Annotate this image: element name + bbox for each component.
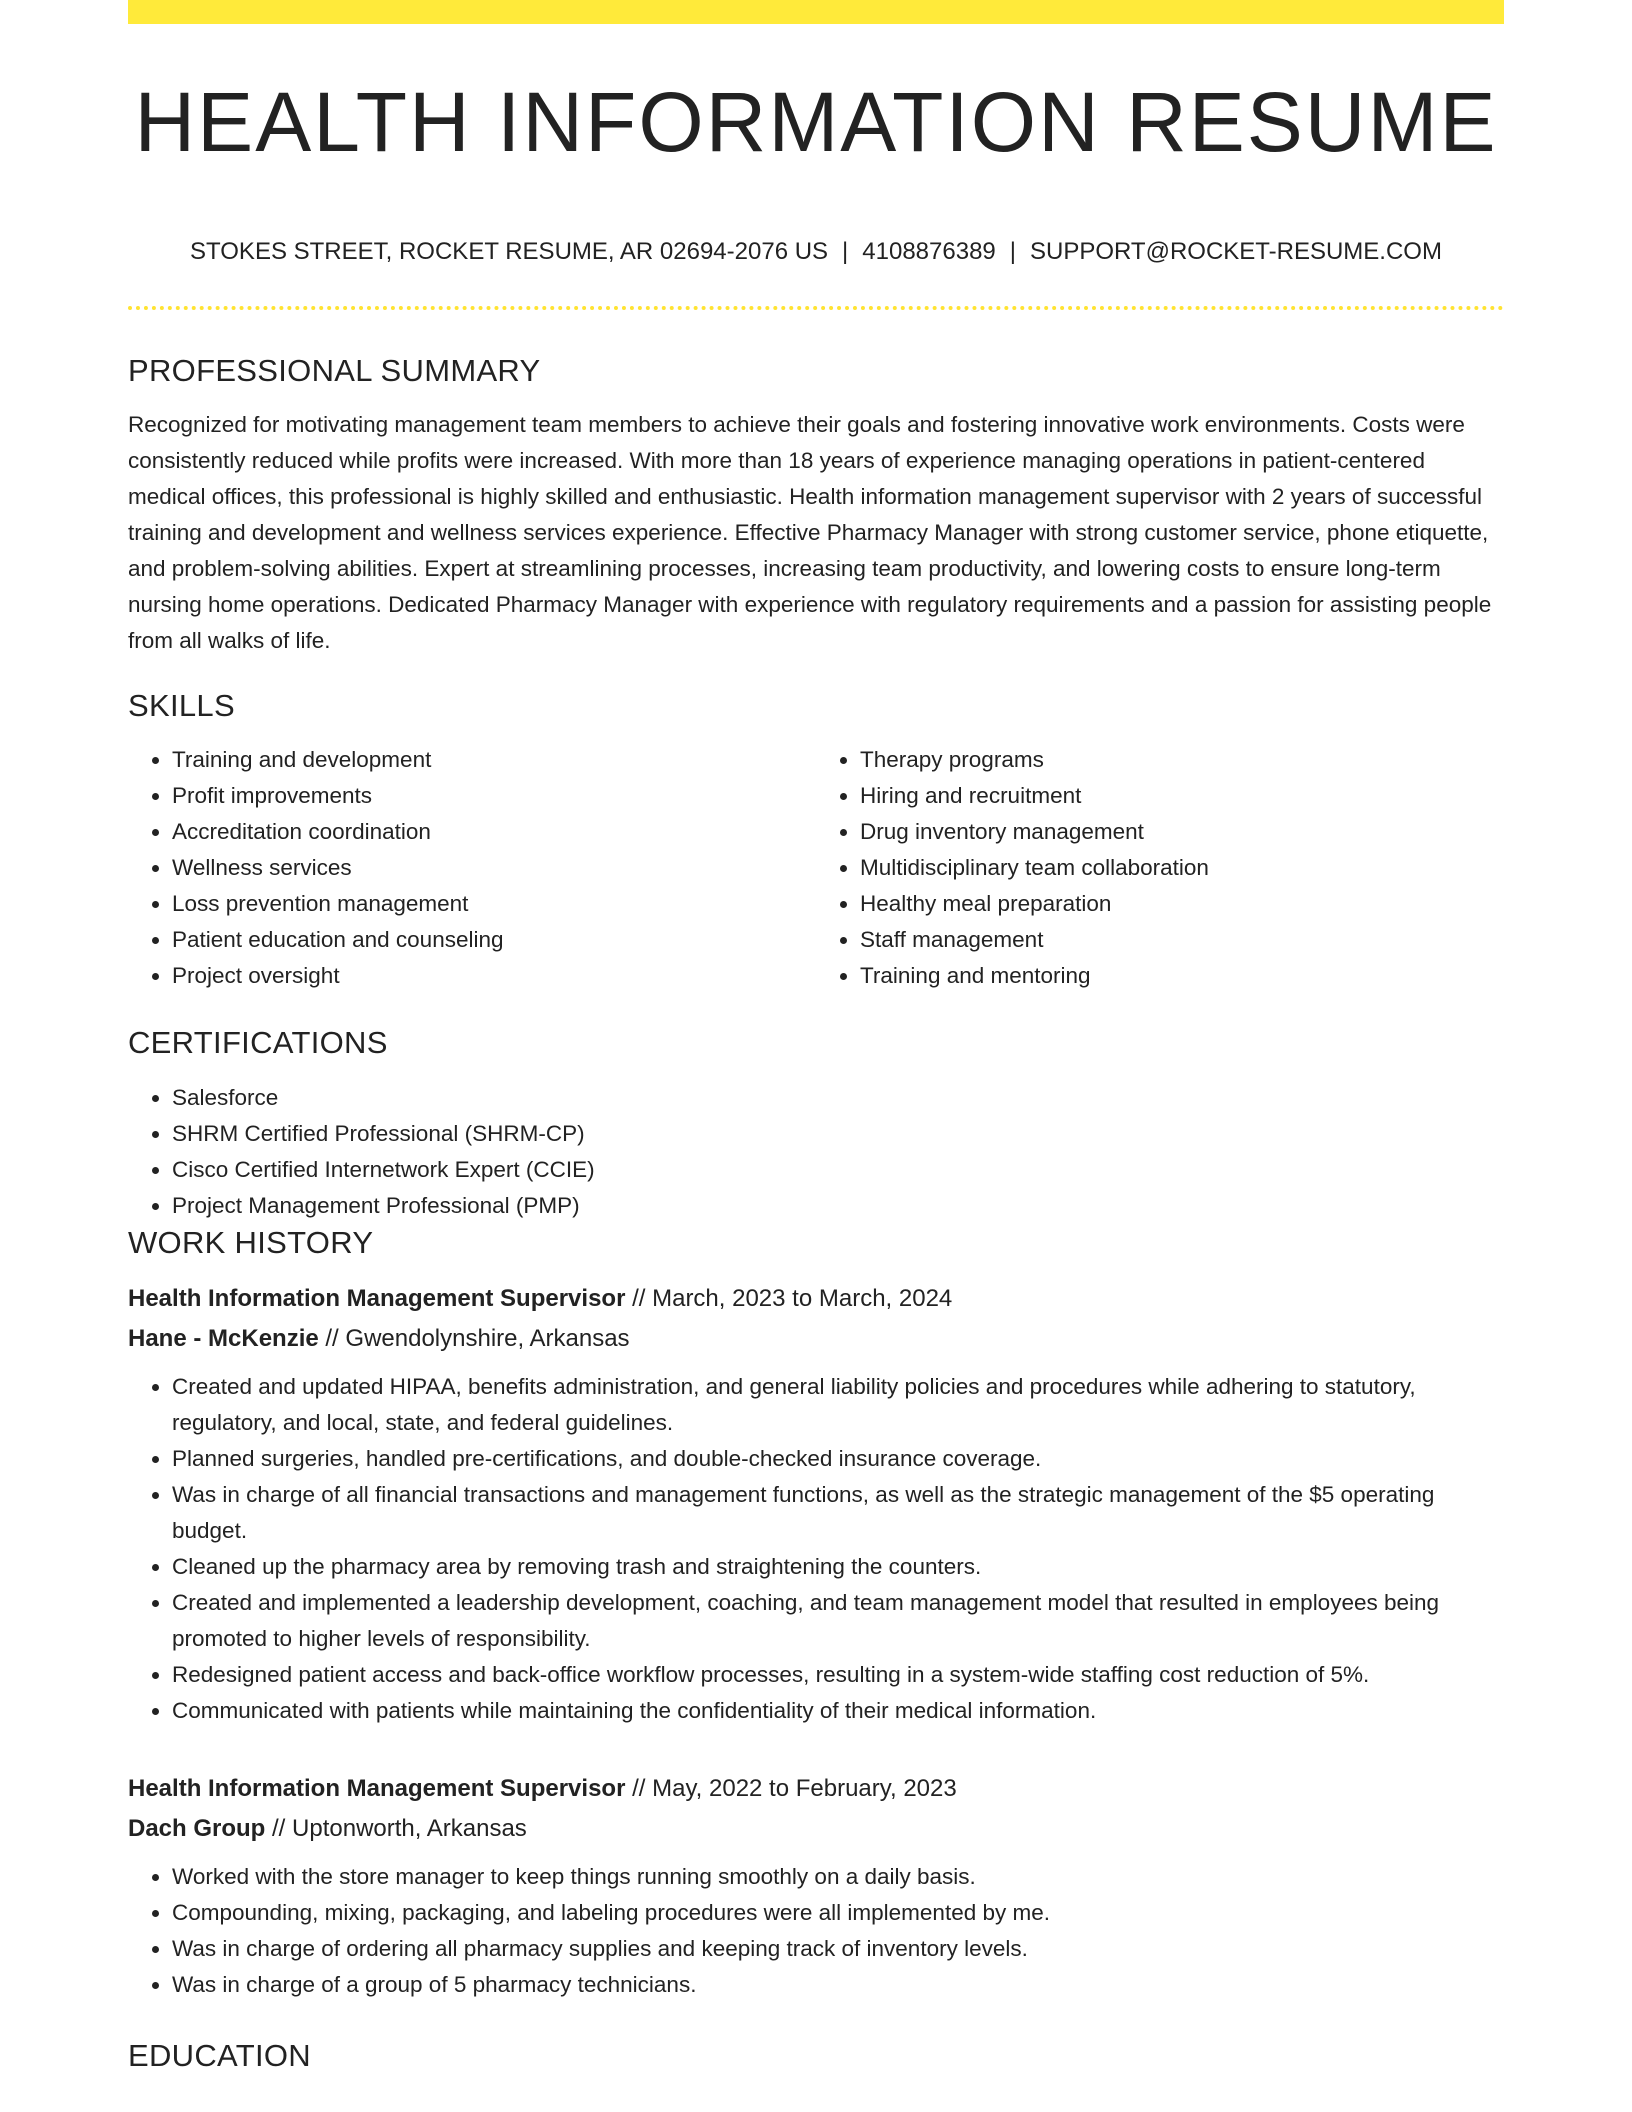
job-bullet: • Compounding, mixing, packaging, and labeling procedures were all implemented by me. — [172, 1895, 1504, 1931]
job-dates: // March, 2023 to March, 2024 — [632, 1284, 953, 1312]
skill-item: • Project oversight — [172, 958, 816, 994]
job-bullet: • Was in charge of a group of 5 pharmacy technicians. — [172, 1967, 1504, 2003]
job-bullet: • Worked with the store manager to keep things running smoothly on a daily basis. — [172, 1859, 1504, 1895]
job-company-line — [128, 1319, 1504, 1359]
job-bullet: • Cleaned up the pharmacy area by removing trash and straightening the counters. — [172, 1549, 1504, 1585]
job-bullets — [128, 1369, 1504, 1729]
contact-email: SUPPORT@ROCKET-RESUME.COM — [1030, 238, 1442, 265]
skill-item: • Loss prevention management — [172, 886, 816, 922]
job-bullets — [128, 1859, 1504, 2003]
job-location: // Gwendolynshire, Arkansas — [325, 1324, 630, 1352]
skill-item: • Training and development — [172, 742, 816, 778]
summary-text: Recognized for motivating management team members to achieve their goals and fostering innovative work environments. Costs were consistently reduced while profits were increased. With more than 18 years of experience managing operations in patient-centered medical offices, this professional is highly skilled and enthusiastic. Health information management supervisor with 2 years of successful training and development and wellness services experience. Effective Pharmacy Manager with strong customer service, phone etiquette, and problem-solving abilities. Expert at streamlining processes, increasing team productivity, and lowering costs to ensure long-term nursing home operations. Dedicated Pharmacy Manager with experience with regulatory requirements and a passion for assisting people from all walks of life. — [128, 412, 1492, 654]
skill-item: • Healthy meal preparation — [860, 886, 1504, 922]
job-title: Health Information Management Supervisor — [128, 1774, 626, 1802]
skill-item: • Hiring and recruitment — [860, 778, 1504, 814]
job-title-line — [128, 1279, 1504, 1319]
contact-separator: | — [842, 238, 849, 265]
contact-phone: 4108876389 — [862, 238, 996, 265]
job-bullet: • Was in charge of ordering all pharmacy supplies and keeping track of inventory levels. — [172, 1931, 1504, 1967]
skill-item: • Wellness services — [172, 850, 816, 886]
skill-item: • Drug inventory management — [860, 814, 1504, 850]
certification-item: • Project Management Professional (PMP) — [172, 1188, 1504, 1224]
skills-list-right — [816, 742, 1504, 994]
job-bullet: • Created and implemented a leadership development, coaching, and team management model that resulted in employees being promoted to higher levels of responsibility. — [172, 1585, 1504, 1657]
skill-item: • Training and mentoring — [860, 958, 1504, 994]
certification-item: • Cisco Certified Internetwork Expert (CCIE) — [172, 1152, 1504, 1188]
skill-item: • Therapy programs — [860, 742, 1504, 778]
work-history-heading: WORK HISTORY — [128, 1224, 374, 1260]
job-entry — [128, 1769, 1504, 2003]
resume-title: HEALTH INFORMATION RESUME — [134, 75, 1498, 169]
job-title: Health Information Management Supervisor — [128, 1284, 626, 1312]
skill-item: • Multidisciplinary team collaboration — [860, 850, 1504, 886]
header-divider — [128, 306, 1504, 310]
job-location: // Uptonworth, Arkansas — [272, 1814, 527, 1842]
certifications-heading: CERTIFICATIONS — [128, 1025, 388, 1061]
job-bullet: • Communicated with patients while maintaining the confidentiality of their medical information. — [172, 1693, 1504, 1729]
contact-line — [128, 238, 1504, 267]
skills-grid — [128, 742, 1504, 994]
job-title-line — [128, 1769, 1504, 1809]
skill-item: • Staff management — [860, 922, 1504, 958]
job-dates: // May, 2022 to February, 2023 — [632, 1774, 957, 1802]
certification-item: • SHRM Certified Professional (SHRM-CP) — [172, 1116, 1504, 1152]
summary-heading: PROFESSIONAL SUMMARY — [128, 353, 541, 388]
job-bullet: • Created and updated HIPAA, benefits administration, and general liability policies and procedures while adhering to statutory, regulatory, and local, state, and federal guidelines. — [172, 1369, 1504, 1441]
certification-item: • Salesforce — [172, 1080, 1504, 1116]
job-company: Dach Group — [128, 1814, 266, 1842]
skill-item: • Accreditation coordination — [172, 814, 816, 850]
contact-separator: | — [1009, 238, 1016, 265]
resume-content — [128, 352, 1504, 2092]
job-bullet: • Redesigned patient access and back-office workflow processes, resulting in a system-wide staffing cost reduction of 5%. — [172, 1657, 1504, 1693]
certifications-list — [128, 1080, 1504, 1224]
job-company-line — [128, 1809, 1504, 1849]
skills-list-left — [128, 742, 816, 994]
job-bullet: • Was in charge of all financial transactions and management functions, as well as the strategic management of the $5 operating budget. — [172, 1477, 1504, 1549]
job-entry — [128, 1279, 1504, 1729]
skill-item: • Profit improvements — [172, 778, 816, 814]
education-heading: EDUCATION — [128, 2037, 311, 2073]
job-company: Hane - McKenzie — [128, 1324, 319, 1352]
job-bullet: • Planned surgeries, handled pre-certifications, and double-checked insurance coverage. — [172, 1441, 1504, 1477]
contact-address: STOKES STREET, ROCKET RESUME, AR 02694-2076 US — [190, 238, 829, 265]
accent-top-bar — [128, 0, 1504, 24]
skills-heading: SKILLS — [128, 688, 235, 724]
skill-item: • Patient education and counseling — [172, 922, 816, 958]
